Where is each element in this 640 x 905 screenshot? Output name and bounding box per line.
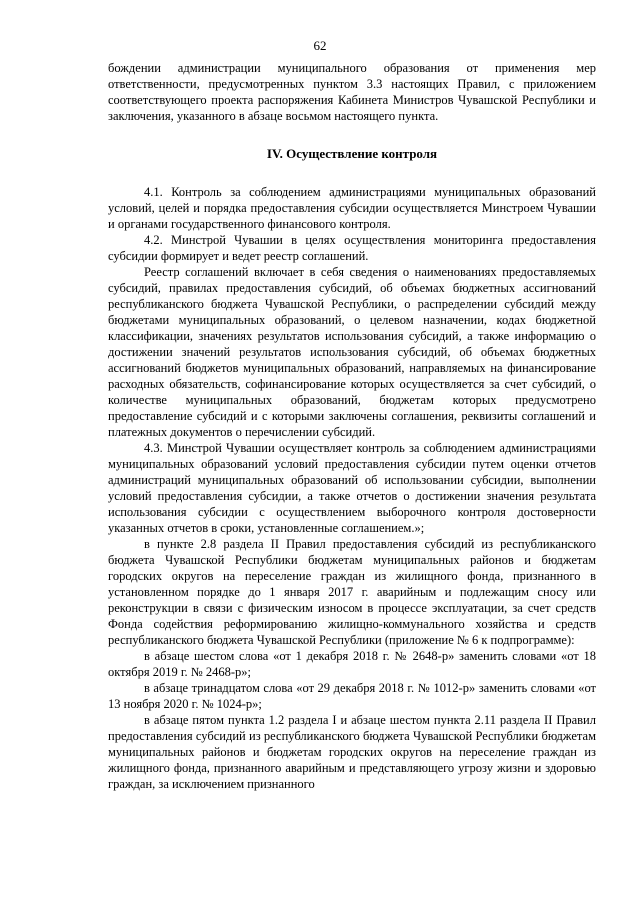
page-number: 62 bbox=[313, 38, 327, 53]
paragraph-4-2: 4.2. Минстрой Чувашии в целях осуществления мониторинга предоставления субсидии формирует и ведет реестр соглашений. bbox=[108, 233, 596, 263]
paragraph-amendment-2-8: в пункте 2.8 раздела II Правил предоставления субсидий из республиканского бюджета Чувашской Республики бюджетам муниципальных районов и бюджетам городских округов на переселение граждан из жилищного фонда, признанного в установленном порядке до 1 января 2017 г. аварийным и подлежащим сносу или реконструкции в связи с физическим износом в процессе эксплуатации, за счет средств Фонда содействия реформированию жилищно-коммунального хозяйства и средств республиканского бюджета Чувашской Республики (приложение № 6 к подпрограмме): bbox=[108, 537, 596, 647]
section-heading: IV. Осуществление контроля bbox=[266, 146, 438, 161]
paragraph-amendment-sixth: в абзаце шестом слова «от 1 декабря 2018 г. № 2648-р» заменить словами «от 18 октября 2019 г. № 2468-р»; bbox=[108, 649, 596, 679]
paragraph-amendment-fifth: в абзаце пятом пункта 1.2 раздела I и абзаце шестом пункта 2.11 раздела II Правил предоставления субсидий из республиканского бюджета Чувашской Республики бюджетам муниципальных районов и бюджетам городских округов на переселение граждан из жилищного фонда, признанного аварийным и представляющего угрозу жизни и здоровью граждан, за исключением признанного bbox=[108, 713, 596, 791]
paragraph-continuation: бождении администрации муниципального образования от применения мер ответственности, предусмотренных пунктом 3.3 настоящих Правил, с приложением соответствующего проекта распоряжения Кабинета Министров Чувашской Республики и заключения, указанного в абзаце восьмом настоящего пункта. bbox=[108, 61, 596, 123]
paragraph-4-1: 4.1. Контроль за соблюдением администрациями муниципальных образований условий, целей и порядка предоставления субсидии осуществляется Минстроем Чувашии и органами государственного финансового контроля. bbox=[108, 185, 596, 231]
paragraph-registry: Реестр соглашений включает в себя сведения о наименованиях предоставляемых субсидий, правилах предоставления субсидий, об объемах бюджетных ассигнований республиканского бюджета Чувашской Республики, о распределении субсидий между бюджетами муниципальных образований, о целевом назначении, кодах бюджетной классификации, значениях результатов использования субсидий, а также информацию о достижении значений результатов использования субсидий, об объемах бюджетных ассигнований бюджетов муниципальных образований, направляемых на финансирование расходных обязательств, софинансирование которых осуществляется за счет субсидий, о количестве муниципальных образований, бюджетам которых предусмотрено предоставление субсидий и с которыми заключены соглашения, реквизиты соглашений и платежных документов о перечислении субсидий. bbox=[108, 265, 596, 439]
document-body bbox=[108, 60, 596, 792]
paragraph-4-3: 4.3. Минстрой Чувашии осуществляет контроль за соблюдением администрациями муниципальных образований условий предоставления субсидии путем оценки отчетов администраций муниципальных образований об использовании субсидии, выполнении условий предоставления субсидии, а также отчетов о достижении значения результата использования субсидии с осуществлением выборочного контроля достоверности указанных отчетов в сроки, установленные соглашением.»; bbox=[108, 441, 596, 535]
paragraph-amendment-thirteenth: в абзаце тринадцатом слова «от 29 декабря 2018 г. № 1012-р» заменить словами «от 13 ноября 2020 г. № 1024-р»; bbox=[108, 681, 596, 711]
